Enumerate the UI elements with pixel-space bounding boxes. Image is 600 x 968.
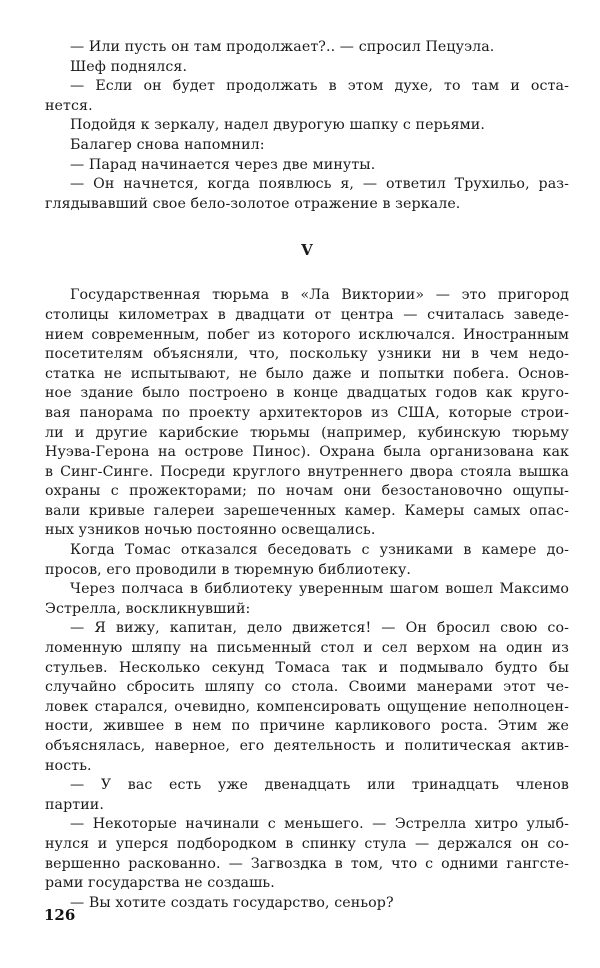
text-line: Государственная тюрьма в «Ла Виктории» — это пригород bbox=[70, 287, 569, 304]
text-line: Нуэва-Герона на острове Пинос). Охрана была организована как bbox=[45, 444, 569, 461]
text-line: ное здание было построено в конце двадцатых годов как круго- bbox=[45, 385, 569, 402]
text-line: Балагер снова напомнил: bbox=[70, 136, 265, 153]
text-block-chapter-v bbox=[45, 286, 569, 913]
text-line: столицы километрах в двадцати от центра — считалась заведе- bbox=[45, 306, 569, 323]
text-line: — Он начнется, когда появлюсь я, — ответил Трухильо, раз- bbox=[70, 176, 569, 193]
text-block-dialogue bbox=[45, 38, 569, 214]
text-line: — Если он будет продолжать в этом духе, то там и оста- bbox=[70, 78, 569, 95]
text-line: Через полчаса в библиотеку уверенным шагом вошел Максимо bbox=[70, 581, 569, 598]
text-line: Когда Томас отказался беседовать с узниками в камере до- bbox=[70, 542, 569, 559]
text-line: ность. bbox=[45, 757, 92, 774]
text-line: Подойдя к зеркалу, надел двурогую шапку с перьями. bbox=[70, 117, 485, 134]
text-line: Эстрелла, воскликнувший: bbox=[45, 600, 251, 617]
text-line: нием современным, побег из которого исключался. Иностранным bbox=[45, 326, 569, 343]
text-line: ловек старался, очевидно, компенсировать ощущение неполноцен- bbox=[45, 698, 569, 715]
text-line: в Синг-Синге. Посреди круглого внутреннего двора стояла вышка bbox=[45, 463, 569, 480]
text-line: вая панорама по проекту архитекторов из США, которые строи- bbox=[45, 404, 569, 421]
section-heading: V bbox=[301, 241, 313, 260]
text-line: посетителям объясняли, что, поскольку узники ни в чем недо- bbox=[45, 346, 569, 363]
text-line: глядывавший свое бело-золотое отражение в зеркале. bbox=[45, 195, 461, 212]
text-line: ломенную шляпу на письменный стол и сел верхом на один из bbox=[45, 640, 569, 657]
text-line: случайно сбросить шляпу со стола. Своими манерами этот че- bbox=[45, 679, 569, 696]
text-line: — Некоторые начинали с меньшего. — Эстрелла хитро улыб- bbox=[70, 816, 569, 833]
book-page bbox=[45, 38, 569, 913]
text-line: ли и другие карибские тюрьмы (например, кубинскую тюрьму bbox=[45, 424, 569, 441]
text-line: вали кривые галереи зарешеченных камер. Камеры самых опас- bbox=[45, 502, 569, 519]
text-line: Шеф поднялся. bbox=[70, 58, 188, 75]
text-line: объяснялась, наверное, его деятельность и политическая актив- bbox=[45, 738, 569, 754]
text-line: — Я вижу, капитан, дело движется! — Он бросил свою со- bbox=[70, 620, 569, 637]
text-line: — Вы хотите создать государство, сеньор? bbox=[70, 894, 394, 911]
text-line: нется. bbox=[45, 97, 93, 114]
text-line: стульев. Несколько секунд Томаса так и подмывало будто бы bbox=[45, 659, 569, 676]
text-line: — Парад начинается через две минуты. bbox=[70, 156, 376, 173]
page-number: 126 bbox=[44, 906, 76, 924]
text-line: ности, жившее в нем по причине карликового роста. Этим же bbox=[45, 718, 569, 735]
text-line: ных узников ночью постоянно освещались. bbox=[45, 522, 376, 539]
text-line: рами государства не создашь. bbox=[45, 875, 275, 892]
text-line: статка не испытывают, не было даже и попытки побега. Основ- bbox=[45, 365, 569, 382]
text-line: охраны с прожекторами; по ночам они безостановочно ощупы- bbox=[45, 483, 569, 500]
text-line: — Или пусть он там продолжает?.. — спросил Пецуэла. bbox=[70, 39, 495, 55]
text-line: партии. bbox=[45, 796, 104, 813]
text-line: — У вас есть уже двенадцать или тринадцать членов bbox=[70, 777, 569, 794]
text-line: вершенно раскованно. — Загвоздка в том, что с одними гангсте- bbox=[45, 855, 569, 872]
text-line: просов, его проводили в тюремную библиотеку. bbox=[45, 561, 412, 578]
text-line: нулся и уперся подбородком в спинку стула — держался он со- bbox=[45, 835, 569, 852]
